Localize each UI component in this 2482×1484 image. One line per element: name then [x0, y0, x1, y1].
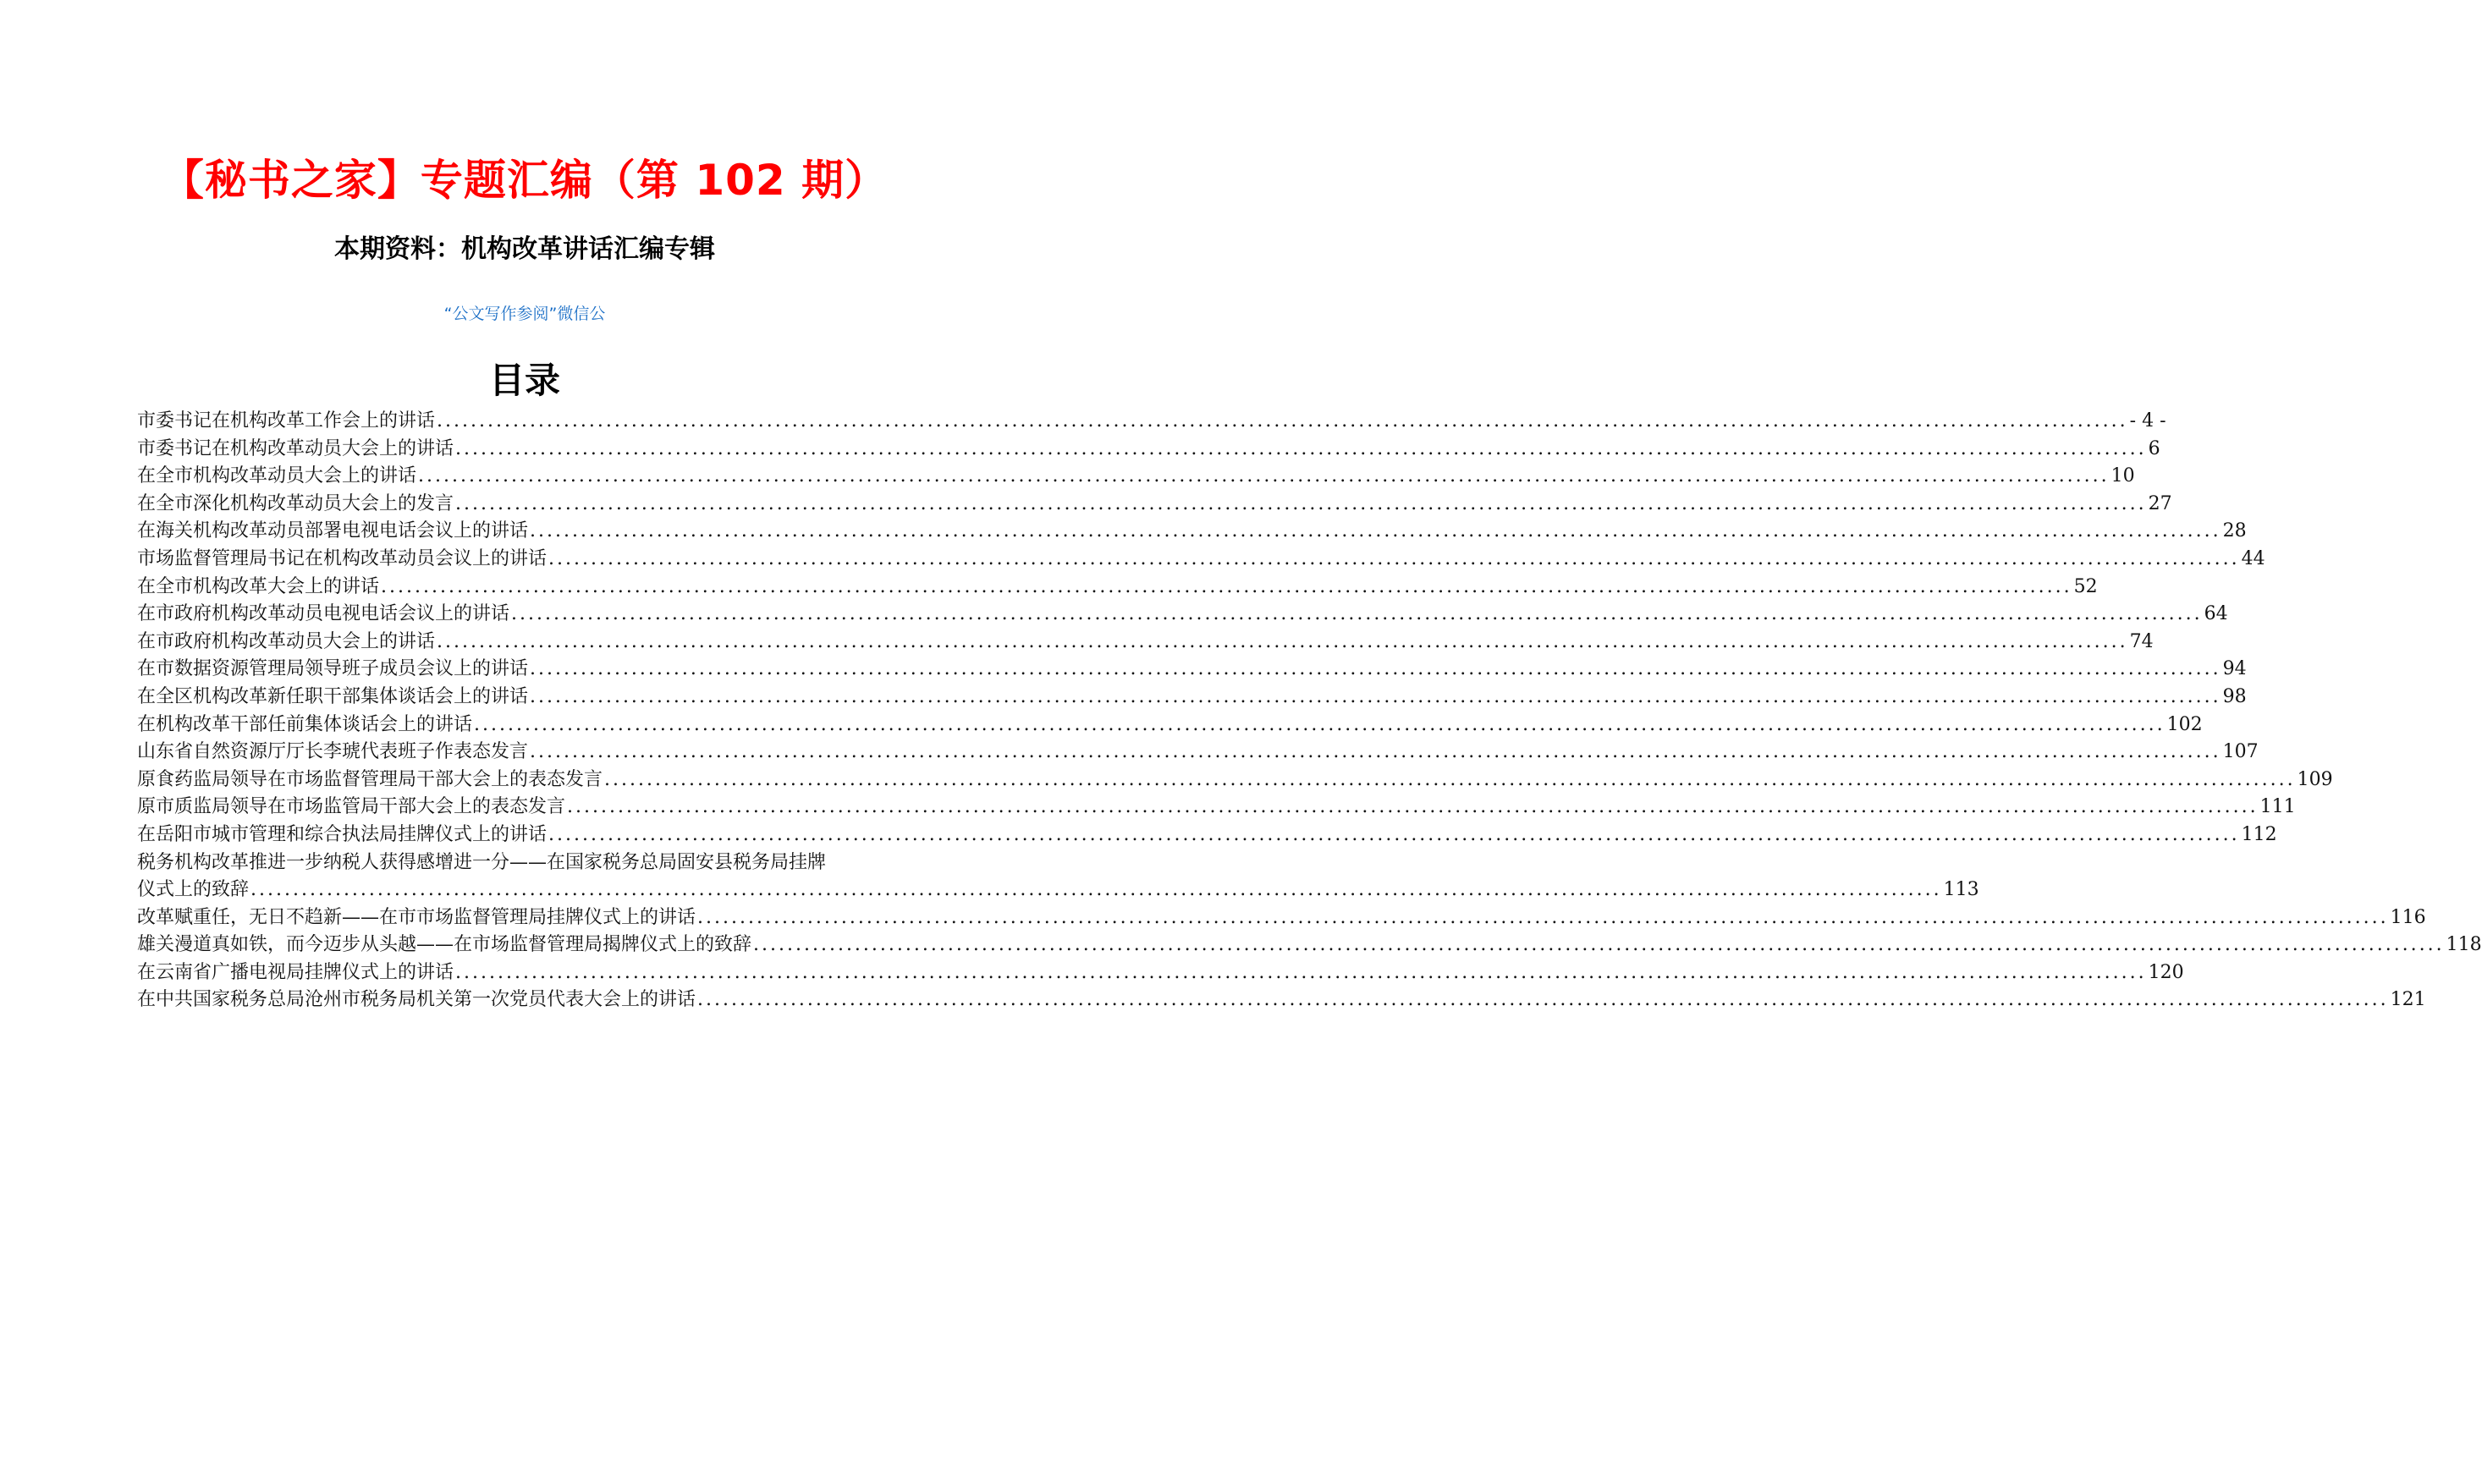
- toc-entry-title: 原市质监局领导在市场监管局干部大会上的表态发言: [137, 796, 566, 818]
- toc-entry[interactable]: [137, 463, 2135, 491]
- toc-entry[interactable]: [137, 436, 2160, 464]
- toc-entry[interactable]: [137, 684, 2247, 712]
- toc-entry-title: 仪式上的致辞: [137, 879, 250, 901]
- toc-entry[interactable]: [137, 739, 2259, 767]
- toc-entry-page: - 4 -: [2129, 410, 2166, 431]
- toc-leader-dots: ........................................................................................................................................................................................................: [530, 741, 2221, 763]
- toc-entry-title: 在全市深化机构改革动员大会上的发言: [137, 492, 454, 514]
- toc-entry[interactable]: [137, 656, 2247, 684]
- document-title: 【秘书之家】专题汇编（第 102 期）: [161, 156, 889, 205]
- toc-leader-dots: ........................................................................................................................................................................................................: [530, 520, 2221, 542]
- toc-entry-page: 44: [2241, 547, 2265, 569]
- toc-heading: 目录: [488, 360, 560, 401]
- toc-entry-title: 改革赋重任，无日不趋新——在市市场监督管理局挂牌仪式上的讲话: [137, 906, 696, 928]
- toc-entry-page: 102: [2166, 713, 2203, 735]
- toc-entry[interactable]: [137, 904, 2426, 932]
- toc-entry-title: 市委书记在机构改革动员大会上的讲话: [137, 437, 454, 459]
- toc-leader-dots: ........................................................................................................................................................................................................: [548, 547, 2240, 569]
- toc-entry-title: 雄关漫道真如铁，而今迈步从头越——在市场监督管理局揭牌仪式上的致辞: [137, 934, 752, 956]
- toc-entry[interactable]: [137, 601, 2228, 629]
- toc-entry[interactable]: [137, 629, 2154, 657]
- toc-leader-dots: ........................................................................................................................................................................................................: [530, 658, 2221, 680]
- toc-entry-title: 在全市机构改革动员大会上的讲话: [137, 465, 417, 487]
- toc-entry-page: 112: [2241, 823, 2277, 845]
- toc-leader-dots: ........................................................................................................................................................................................................: [697, 989, 2389, 1011]
- toc-leader-dots: ........................................................................................................................................................................................................: [250, 879, 1942, 901]
- toc-entry[interactable]: [137, 767, 2333, 794]
- toc-leader-dots: ........................................................................................................................................................................................................: [455, 961, 2147, 983]
- document-subtitle: 本期资料：机构改革讲话汇编专辑: [334, 234, 715, 264]
- toc-entry-page: 113: [1943, 879, 1979, 901]
- toc-entry-page: 98: [2222, 685, 2247, 707]
- toc-entry-page: 52: [2073, 575, 2098, 597]
- toc-leader-dots: ........................................................................................................................................................................................................: [381, 575, 2072, 597]
- toc-entry-page: 116: [2390, 906, 2426, 928]
- toc-entry-title: 在机构改革干部任前集体谈话会上的讲话: [137, 713, 473, 735]
- toc-entry-page: 109: [2297, 768, 2333, 790]
- toc-entry-page: 111: [2259, 796, 2296, 818]
- toc-leader-dots: ........................................................................................................................................................................................................: [567, 796, 2259, 818]
- toc-leader-dots: ........................................................................................................................................................................................................: [753, 934, 2445, 956]
- toc-leader-dots: ........................................................................................................................................................................................................: [530, 685, 2221, 707]
- toc-entry-title: 在市政府机构改革动员大会上的讲话: [137, 630, 436, 652]
- toc-entry-title: 市场监督管理局书记在机构改革动员会议上的讲话: [137, 547, 548, 569]
- toc-entry[interactable]: [137, 932, 2482, 959]
- toc-entry-title: 在全区机构改革新任职干部集体谈话会上的讲话: [137, 685, 529, 707]
- toc-entry-page: 94: [2222, 658, 2247, 680]
- toc-entry-title-line1[interactable]: 税务机构改革推进一步纳税人获得感增进一分——在国家税务总局固安县税务局挂牌: [137, 851, 827, 873]
- toc-leader-dots: ........................................................................................................................................................................................................: [437, 630, 2128, 652]
- toc-entry[interactable]: [137, 574, 2098, 602]
- toc-leader-dots: ........................................................................................................................................................................................................: [474, 713, 2166, 735]
- toc-entry[interactable]: [137, 518, 2247, 546]
- toc-entry-page: 118: [2446, 934, 2482, 956]
- toc-entry-page: 64: [2204, 603, 2228, 625]
- wechat-source-line: “公文写作参阅”微信公: [443, 305, 606, 323]
- toc-entry-page: 6: [2148, 437, 2160, 459]
- toc-entry[interactable]: [137, 546, 2265, 574]
- toc-entry-page: 120: [2148, 961, 2184, 983]
- toc-entry-title: 在云南省广播电视局挂牌仪式上的讲话: [137, 961, 454, 983]
- toc-entry-title: 在市政府机构改革动员电视电话会议上的讲话: [137, 603, 510, 625]
- toc-entry-title: 原食药监局领导在市场监督管理局干部大会上的表态发言: [137, 768, 603, 790]
- toc-entry-title: 市委书记在机构改革工作会上的讲话: [137, 410, 436, 431]
- toc-entry[interactable]: [137, 794, 2296, 822]
- toc-leader-dots: ........................................................................................................................................................................................................: [548, 823, 2240, 845]
- toc-entry-page: 27: [2148, 492, 2172, 514]
- toc-entry[interactable]: [137, 712, 2203, 739]
- toc-leader-dots: ........................................................................................................................................................................................................: [455, 437, 2147, 459]
- toc-entry[interactable]: [137, 877, 1979, 904]
- toc-entry[interactable]: [137, 987, 2426, 1014]
- table-of-contents: [137, 408, 2482, 1014]
- toc-entry-page: 107: [2222, 741, 2259, 763]
- toc-entry-title: 在中共国家税务总局沧州市税务局机关第一次党员代表大会上的讲话: [137, 989, 696, 1011]
- toc-entry-title: 在市数据资源管理局领导班子成员会议上的讲话: [137, 658, 529, 680]
- toc-leader-dots: ........................................................................................................................................................................................................: [697, 906, 2389, 928]
- toc-entry[interactable]: [137, 491, 2172, 519]
- toc-entry-page: 74: [2129, 630, 2154, 652]
- toc-leader-dots: ........................................................................................................................................................................................................: [604, 768, 2296, 790]
- toc-entry-title: 在全市机构改革大会上的讲话: [137, 575, 380, 597]
- toc-entry-title: 山东省自然资源厅厅长李琥代表班子作表态发言: [137, 741, 529, 763]
- toc-entry[interactable]: [137, 959, 2184, 987]
- toc-leader-dots: ........................................................................................................................................................................................................: [455, 492, 2147, 514]
- toc-leader-dots: ........................................................................................................................................................................................................: [418, 465, 2110, 487]
- toc-leader-dots: ........................................................................................................................................................................................................: [511, 603, 2203, 625]
- toc-entry-page: 28: [2222, 520, 2247, 542]
- toc-entry-title: 在海关机构改革动员部署电视电话会议上的讲话: [137, 520, 529, 542]
- toc-entry-page: 10: [2111, 465, 2135, 487]
- toc-entry[interactable]: [137, 408, 2166, 436]
- toc-entry-page: 121: [2390, 989, 2426, 1011]
- toc-entry[interactable]: [137, 822, 2277, 849]
- toc-entry-title: 在岳阳市城市管理和综合执法局挂牌仪式上的讲话: [137, 823, 548, 845]
- toc-leader-dots: ........................................................................................................................................................................................................: [437, 410, 2128, 431]
